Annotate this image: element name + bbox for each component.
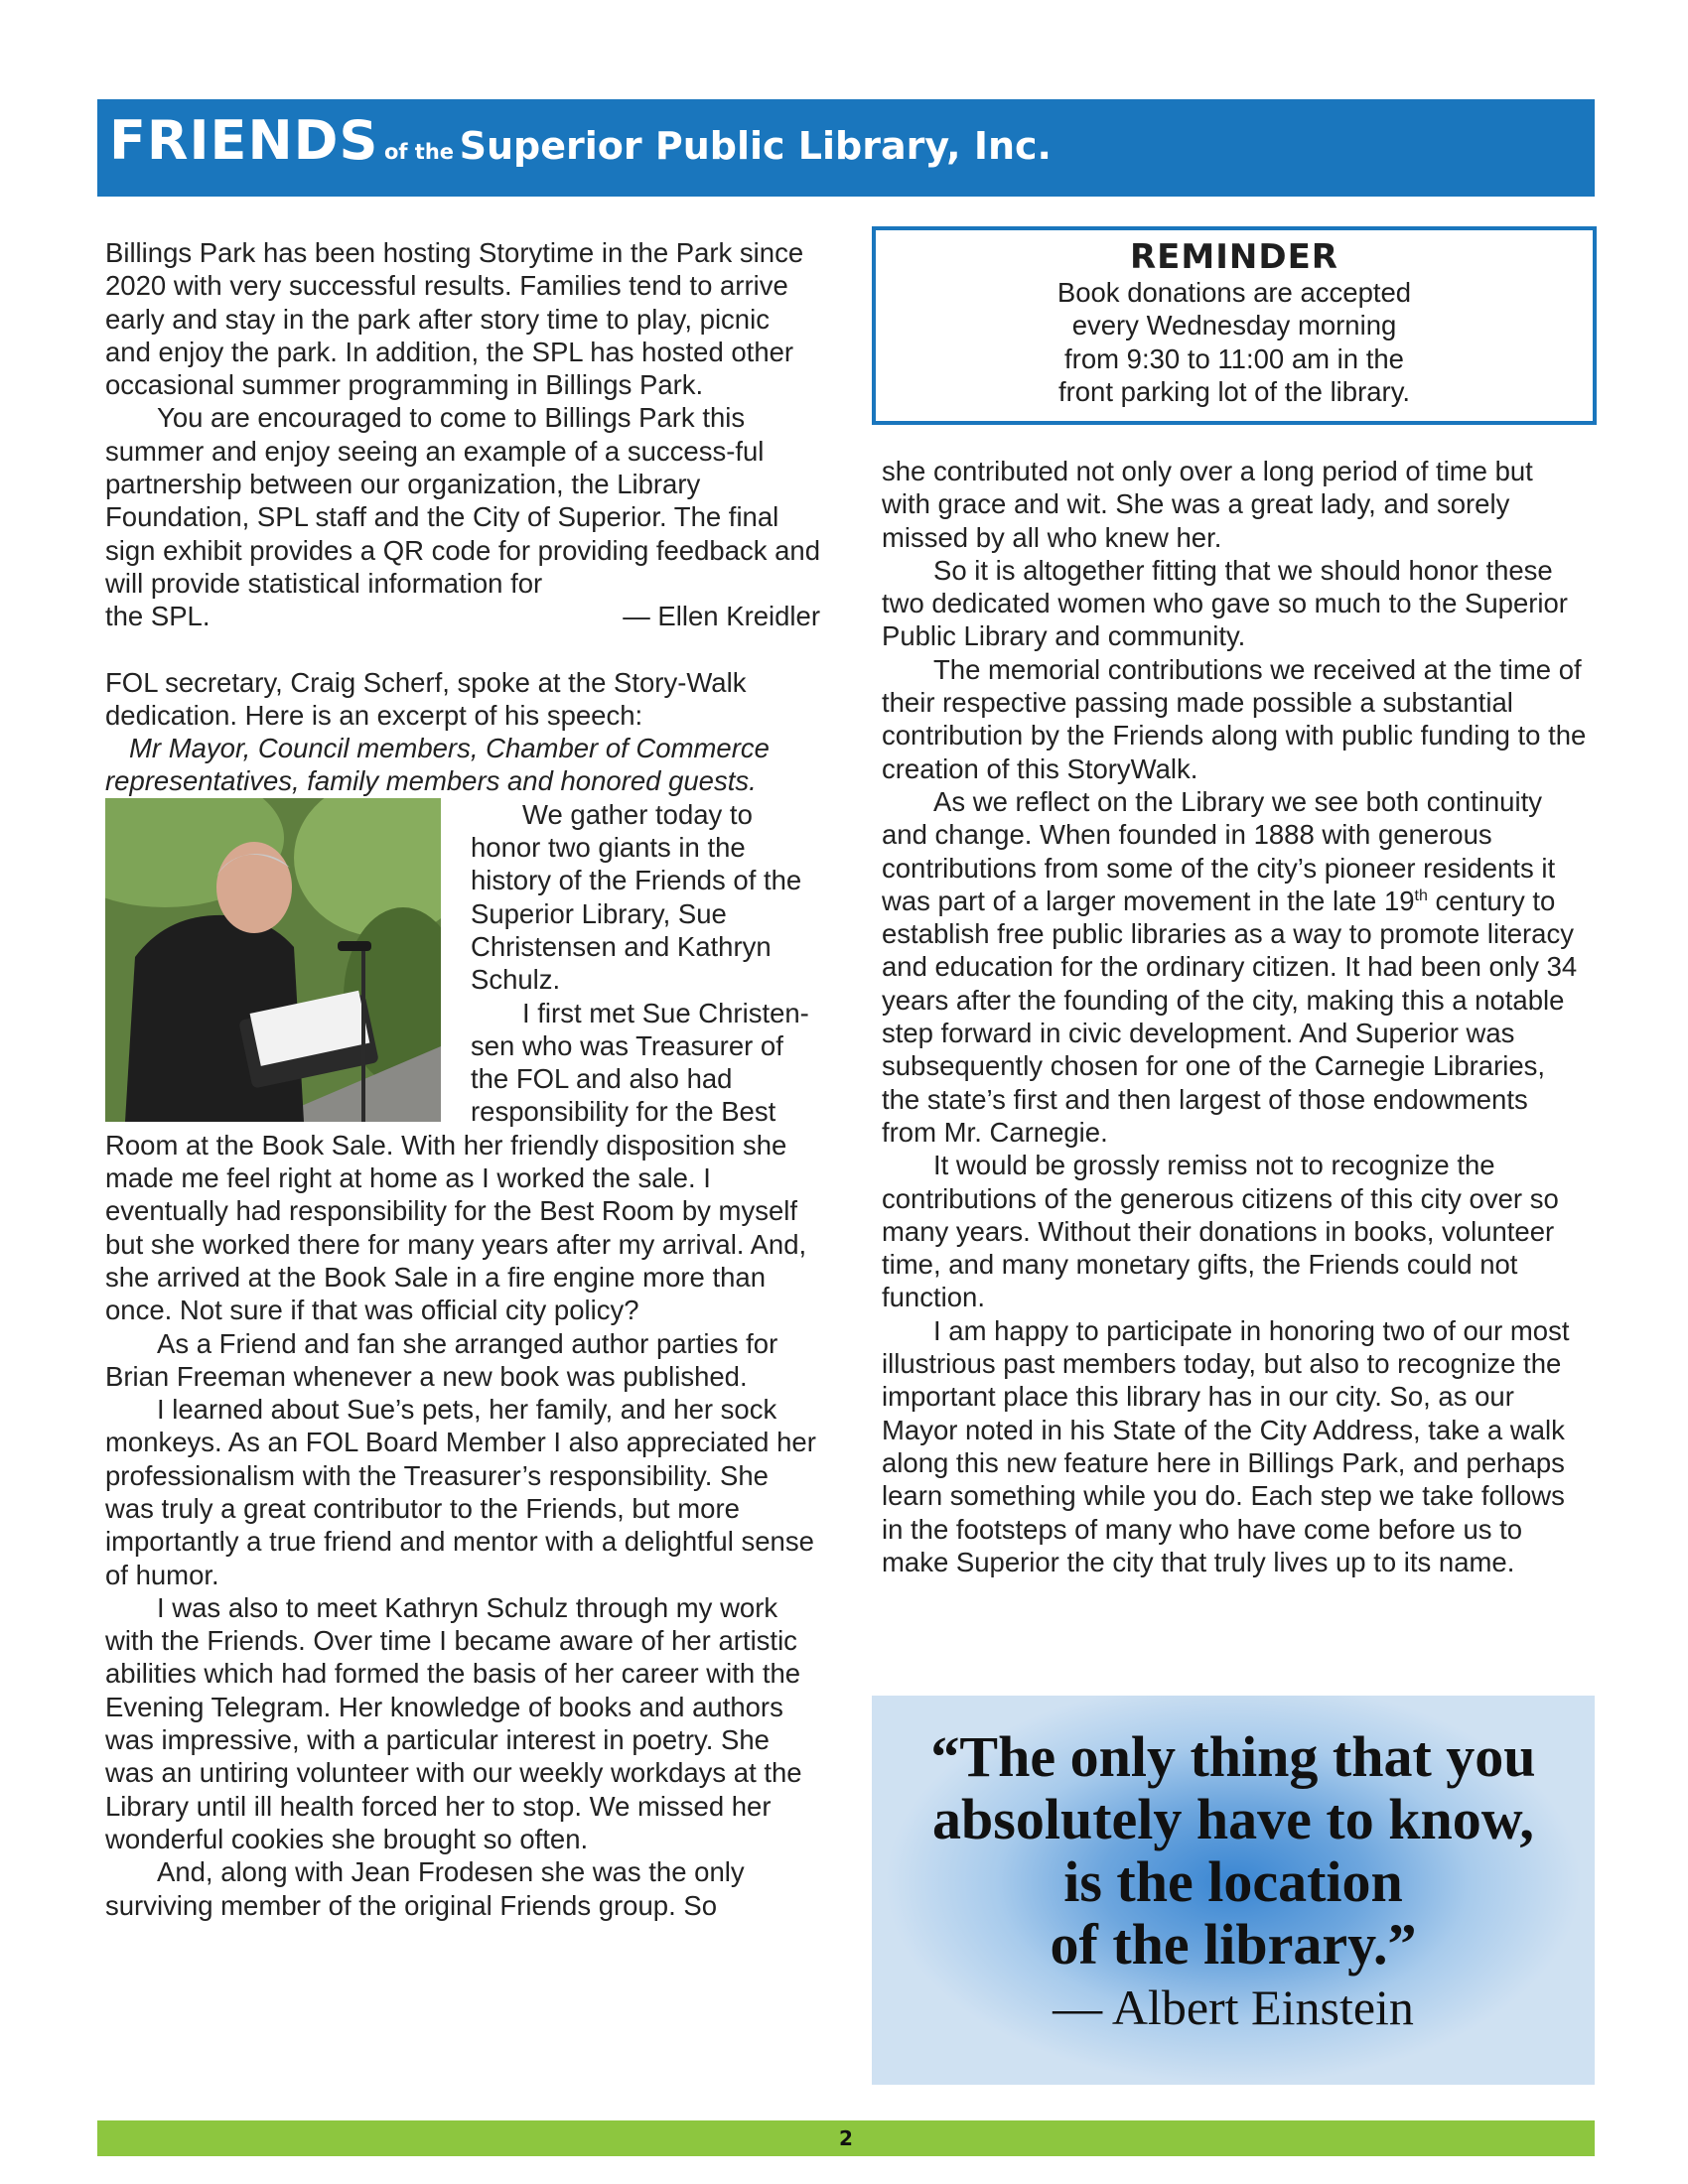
masthead-friends: FRIENDS: [109, 109, 379, 172]
paragraph: Billings Park has been hosting Storytime in the Park since 2020 with very successful results. Families tend to arrive early and stay in the park after story time to play, picnic and enjoy the park. In addition, the SPL has hosted other occasional summer programming in Billings Park.: [105, 237, 804, 401]
paragraph: The memorial contributions we received at the time of their respective passing made possible a substantial contribution by the Friends along with public funding to the creation of this StoryWalk.: [882, 653, 1587, 784]
masthead-title: Superior Public Library, Inc.: [459, 124, 1052, 168]
masthead-of-the: of the: [383, 140, 455, 164]
paragraph: We gather today to honor two giants in the history of the Friends of the Superior Library, Sue Christensen and Kathryn Schulz.: [471, 798, 802, 996]
right-column: [882, 455, 1589, 1578]
paragraph: I first met Sue Christen-sen who was Treasurer of the FOL and also had responsibility for the Best Room at the Book Sale. With her friendly disposition she made me feel right at home as I worked the sale. I eventually had responsibility for the Best Room by myself but she worked there for many years after my arrival. And, she arrived at the Book Sale in a fire engine more than once. Not sure if that was official city policy?: [105, 997, 809, 1326]
reminder-line: from 9:30 to 11:00 am in the: [1064, 342, 1404, 374]
paragraph: It would be grossly remiss not to recognize the contributions of the generous citizens of this city over so many years. Without their donations in books, volunteer time, and many monetary gifts, the Friends could not function.: [882, 1150, 1559, 1313]
paragraph: she contributed not only over a long period of time but with grace and wit. She was a great lady, and sorely missed by all who knew her.: [882, 456, 1533, 553]
paragraph-end: the SPL.: [105, 601, 211, 632]
superscript: th: [1414, 887, 1428, 904]
reminder-line: front parking lot of the library.: [1057, 375, 1411, 407]
quote-line: “The only thing that you: [930, 1724, 1536, 1789]
paragraph: [882, 785, 1589, 1149]
article-signature: — Ellen Kreidler: [623, 601, 820, 632]
quote-line: is the location: [1063, 1849, 1403, 1914]
paragraph: And, along with Jean Frodesen she was the only surviving member of the original Friends group. So: [105, 1856, 745, 1921]
reminder-box: [872, 226, 1597, 425]
masthead: [97, 99, 1595, 197]
speech-intro: FOL secretary, Craig Scherf, spoke at the Story-Walk dedication. Here is an excerpt of his speech:: [105, 666, 747, 731]
page-number: 2: [839, 2126, 853, 2150]
footer-bar: [97, 2120, 1595, 2156]
quote-text: [872, 1696, 1595, 1976]
quote-attribution: — Albert Einstein: [1053, 1979, 1414, 2035]
paragraph: I am happy to participate in honoring two of our most illustrious past members today, but also to recognize the important place this library has in our city. So, as our Mayor noted in his State of the City Address, take a walk along this new feature here in Billings Park, and perhaps learn something while you do. Each step we take follows in the footsteps of many who have come before us to make Superior the city that truly lives up to its name.: [882, 1314, 1570, 1577]
speaker-photo-image: [105, 798, 441, 1122]
reminder-line: every Wednesday morning: [1071, 310, 1397, 341]
paragraph: So it is altogether fitting that we should honor these two dedicated women who gave so much to the Superior Public Library and community.: [882, 554, 1568, 652]
quote-box: [872, 1696, 1595, 2085]
quote-line: of the library.”: [1050, 1912, 1417, 1977]
left-column: [105, 236, 820, 1922]
paragraph: I was also to meet Kathryn Schulz through my work with the Friends. Over time I became aware of her artistic abilities which had formed the basis of her career with the Evening Telegram. Her knowledge of books and authors was impressive, with a particular interest in poetry. She was an untiring volunteer with our weekly workdays at the Library until ill health forced her to stop. We missed her wonderful cookies she brought so often.: [105, 1591, 802, 1854]
paragraph-part: century to establish free public libraries as a way to promote literacy and education for the ordinary citizen. It had been only 34 years after the founding of the city, making this a notable step forward in civic development. And Superior was subsequently chosen for one of the Carnegie Libraries, the state’s first and then largest of those endowments from Mr. Carnegie.: [882, 885, 1578, 1148]
reminder-title: REMINDER: [1130, 237, 1338, 277]
paragraph: As a Friend and fan she arranged author parties for Brian Freeman whenever a new book was published.: [105, 1327, 778, 1392]
reminder-line: Book donations are accepted: [1056, 277, 1412, 308]
speech-salutation: Mr Mayor, Council members, Chamber of Commerce representatives, family members and honored guests.: [105, 733, 770, 797]
quote-line: absolutely have to know,: [932, 1787, 1534, 1851]
paragraph: You are encouraged to come to Billings Park this summer and enjoy seeing an example of a success-ful partnership between our organization, the Library Foundation, SPL staff and the City of Superior. The final sign exhibit provides a QR code for providing feedback and will provide statistical information for: [105, 402, 821, 599]
paragraph: I learned about Sue’s pets, her family, and her sock monkeys. As an FOL Board Member I also appreciated her professionalism with the Treasurer’s responsibility. She was truly a great contributor to the Friends, but more importantly a true friend and mentor with a delightful sense of humor.: [105, 1394, 816, 1590]
signature-line: [105, 600, 820, 632]
paragraph-part: As we reflect on the Library we see both continuity and change. When founded in 1888 with generous contributions from some of the city’s pioneer residents it was part of a larger movement in the late 19: [882, 785, 1556, 916]
speaker-photo: [105, 798, 441, 1122]
